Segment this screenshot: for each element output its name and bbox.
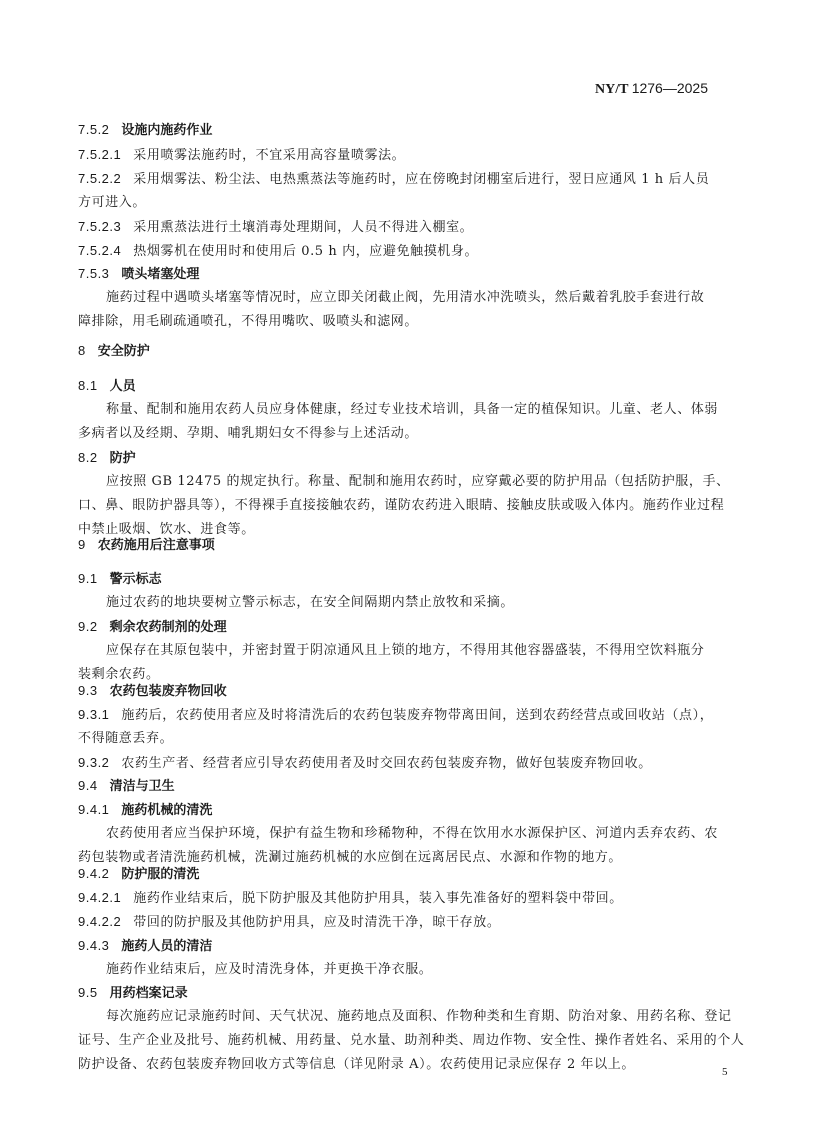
body-text: 方可进入。 xyxy=(78,195,147,210)
clause-number: 7.5.2.3 xyxy=(78,219,122,234)
clause-number: 8.1 xyxy=(78,378,98,393)
clause-number: 9.4.2.2 xyxy=(78,914,122,929)
section-heading xyxy=(78,571,162,588)
section-heading xyxy=(78,537,215,554)
standard-code-header xyxy=(595,80,708,98)
clause-number: 7.5.2 xyxy=(78,122,110,137)
clause-number: 9.5 xyxy=(78,985,98,1000)
paragraph-line xyxy=(106,402,718,418)
section-heading xyxy=(78,683,227,700)
paragraph-line xyxy=(78,850,622,866)
heading-text: 用药档案记录 xyxy=(109,986,188,1001)
clause-number: 9.3.2 xyxy=(78,755,110,770)
section-heading xyxy=(78,619,227,636)
clause-number: 8 xyxy=(78,343,86,358)
body-text: 证号、生产企业及批号、施药机械、用药量、兑水量、助剂种类、周边作物、安全性、操作者姓名、采用的个人 xyxy=(78,1033,745,1048)
body-text: 装剩余农药。 xyxy=(78,667,160,682)
body-text: 口、鼻、眼防护器具等），不得裸手直接接触农药，谨防农药进入眼睛、接触皮肤或吸入体内。施药作业过程 xyxy=(78,498,725,513)
section-heading xyxy=(78,266,199,283)
heading-text: 施药机械的清洗 xyxy=(121,803,213,818)
section-heading xyxy=(78,778,175,795)
clause-line xyxy=(78,219,473,236)
paragraph-line xyxy=(78,1057,635,1073)
section-heading xyxy=(78,802,212,819)
clause-line xyxy=(78,707,713,724)
clause-number: 9 xyxy=(78,537,86,552)
body-text: 采用喷雾法施药时，不宜采用高容量喷雾法。 xyxy=(133,148,406,163)
heading-text: 喷头堵塞处理 xyxy=(121,267,200,282)
clause-number: 8.2 xyxy=(78,450,98,465)
clause-number: 9.3 xyxy=(78,683,98,698)
clause-number: 9.2 xyxy=(78,619,98,634)
body-text: 中禁止吸烟、饮水、进食等。 xyxy=(78,522,255,537)
section-heading xyxy=(78,985,188,1002)
clause-number: 7.5.2.2 xyxy=(78,171,122,186)
standard-code-number: 1276—2025 xyxy=(631,80,708,96)
heading-text: 防护 xyxy=(109,451,136,466)
body-text: 施药后，农药使用者应及时将清洗后的农药包装废弃物带离田间，送到农药经营点或回收站（点）， xyxy=(121,708,714,723)
paragraph-line xyxy=(106,290,704,306)
section-heading xyxy=(78,122,212,139)
paragraph-line xyxy=(106,1009,732,1025)
section-heading xyxy=(78,343,150,360)
heading-text: 安全防护 xyxy=(97,344,150,359)
body-text: 多病者以及经期、孕期、哺乳期妇女不得参与上述活动。 xyxy=(78,426,419,441)
paragraph-line xyxy=(106,643,704,659)
heading-text: 农药包装废弃物回收 xyxy=(109,684,227,699)
body-text: 施过农药的地块要树立警示标志，在安全间隔期内禁止放牧和采摘。 xyxy=(106,595,515,610)
body-text: 施药作业结束后，应及时清洗身体，并更换干净衣服。 xyxy=(106,962,433,977)
paragraph-line xyxy=(78,426,418,442)
clause-number: 9.4.1 xyxy=(78,802,110,817)
clause-line xyxy=(78,171,709,188)
body-text: 每次施药应记录施药时间、天气状况、施药地点及面积、作物种类和生育期、防治对象、用药名称、登记 xyxy=(106,1009,732,1024)
body-text: 热烟雾机在使用时和使用后 0.5 h 内，应避免触摸机身。 xyxy=(133,244,479,259)
section-heading xyxy=(78,938,212,955)
clause-number: 9.4.2 xyxy=(78,866,110,881)
clause-line xyxy=(78,147,405,164)
clause-number: 9.3.1 xyxy=(78,707,110,722)
paragraph-line xyxy=(78,498,724,514)
paragraph-line xyxy=(78,522,255,538)
paragraph-line xyxy=(78,667,160,683)
paragraph-line xyxy=(78,195,146,211)
paragraph-line xyxy=(78,1033,744,1049)
body-text: 药包装物或者清洗施药机械，洗涮过施药机械的水应倒在远离居民点、水源和作物的地方。 xyxy=(78,850,623,865)
paragraph-line xyxy=(106,595,514,611)
heading-text: 防护服的清洗 xyxy=(121,867,200,882)
heading-text: 设施内施药作业 xyxy=(121,123,213,138)
body-text: 称量、配制和施用农药人员应身体健康，经过专业技术培训，具备一定的植保知识。儿童、老人、体弱 xyxy=(106,402,719,417)
section-heading xyxy=(78,378,136,395)
body-text: 农药生产者、经营者应引导农药使用者及时交回农药包装废弃物，做好包装废弃物回收。 xyxy=(121,756,652,771)
heading-text: 施药人员的清洁 xyxy=(121,939,213,954)
clause-line xyxy=(78,243,478,260)
clause-line xyxy=(78,914,500,931)
paragraph-line xyxy=(106,826,718,842)
body-text: 施药作业结束后，脱下防护服及其他防护用具，装入事先准备好的塑料袋中带回。 xyxy=(133,891,623,906)
clause-number: 9.4.3 xyxy=(78,938,110,953)
body-text: 农药使用者应当保护环境，保护有益生物和珍稀物种，不得在饮用水水源保护区、河道内丢弃农药、农 xyxy=(106,826,719,841)
body-text: 防护设备、农药包装废弃物回收方式等信息（详见附录 A）。农药使用记录应保存 2 年以上。 xyxy=(78,1057,635,1072)
body-text: 不得随意丢弃。 xyxy=(78,731,174,746)
body-text: 采用熏蒸法进行土壤消毒处理期间，人员不得进入棚室。 xyxy=(133,220,474,235)
section-heading xyxy=(78,450,136,467)
heading-text: 警示标志 xyxy=(109,572,162,587)
clause-number: 9.4.2.1 xyxy=(78,890,122,905)
page-number: 5 xyxy=(722,1066,728,1078)
heading-text: 清洁与卫生 xyxy=(109,779,175,794)
body-text: 障排除，用毛刷疏通喷孔，不得用嘴吹、吸喷头和滤网。 xyxy=(78,314,419,329)
clause-number: 9.1 xyxy=(78,571,98,586)
body-text: 带回的防护服及其他防护用具，应及时清洗干净，晾干存放。 xyxy=(133,915,501,930)
clause-number: 7.5.3 xyxy=(78,266,110,281)
body-text: 应按照 GB 12475 的规定执行。称量、配制和施用农药时，应穿戴必要的防护用品（包括防护服，手、 xyxy=(106,474,730,489)
standard-code-prefix: NY/T xyxy=(595,82,629,97)
clause-number: 7.5.2.4 xyxy=(78,243,122,258)
clause-line xyxy=(78,755,652,772)
heading-text: 剩余农药制剂的处理 xyxy=(109,620,227,635)
clause-number: 9.4 xyxy=(78,778,98,793)
paragraph-line xyxy=(106,962,432,978)
paragraph-line xyxy=(78,314,418,330)
body-text: 采用烟雾法、粉尘法、电热熏蒸法等施药时，应在傍晚封闭棚室后进行，翌日应通风 1 h 后人员 xyxy=(133,172,710,187)
body-text: 应保存在其原包装中，并密封置于阴凉通风且上锁的地方，不得用其他容器盛装，不得用空饮料瓶分 xyxy=(106,643,705,658)
heading-text: 农药施用后注意事项 xyxy=(97,538,215,553)
clause-number: 7.5.2.1 xyxy=(78,147,122,162)
heading-text: 人员 xyxy=(109,379,136,394)
section-heading xyxy=(78,866,199,883)
body-text: 施药过程中遇喷头堵塞等情况时，应立即关闭截止阀，先用清水冲洗喷头，然后戴着乳胶手套进行故 xyxy=(106,290,705,305)
paragraph-line xyxy=(78,731,173,747)
clause-line xyxy=(78,890,623,907)
paragraph-line xyxy=(106,474,730,490)
